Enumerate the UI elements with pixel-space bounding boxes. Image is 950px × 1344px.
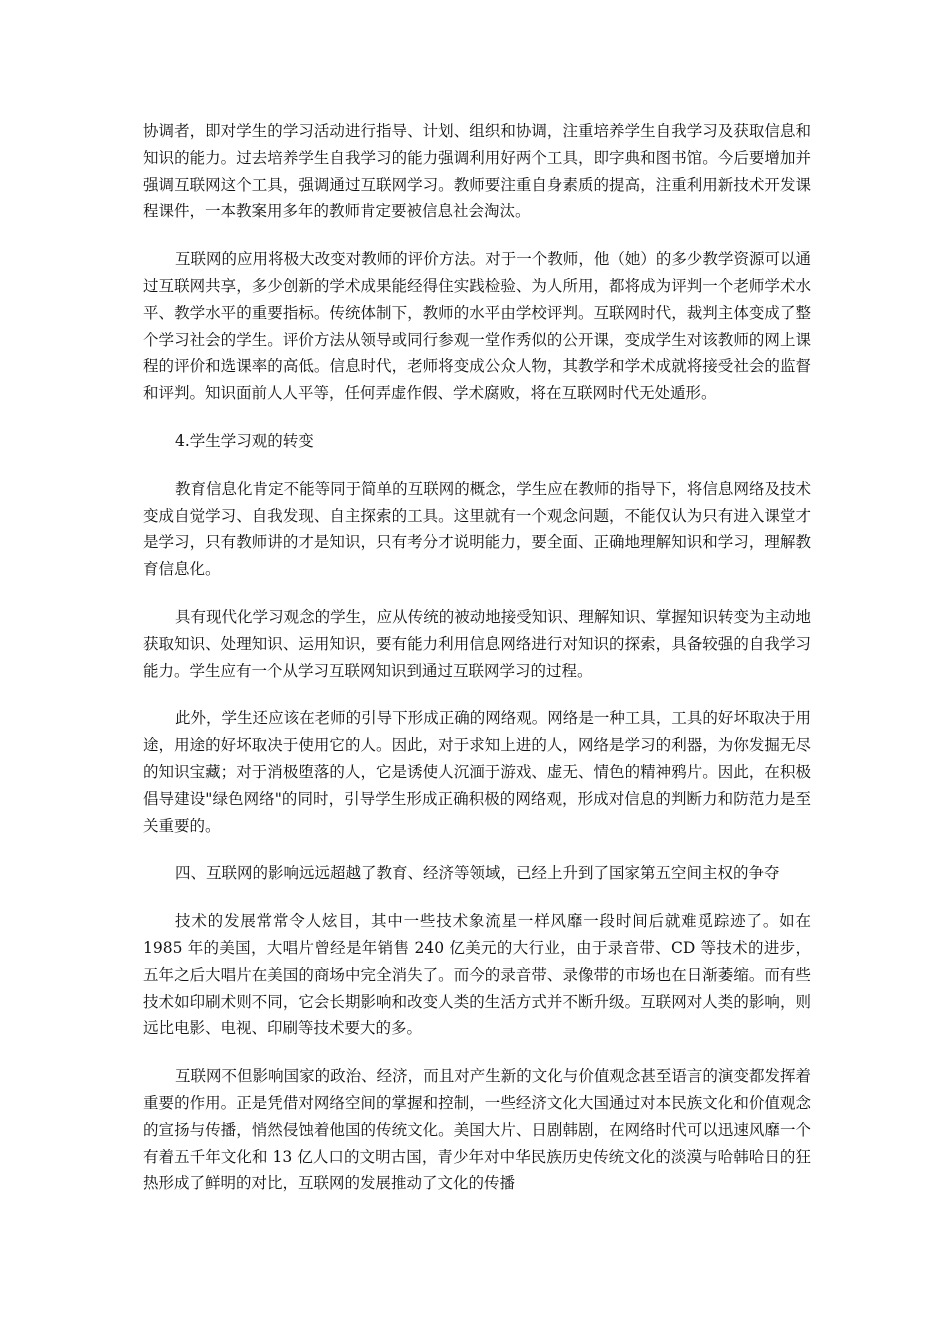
section-heading-student-learning: 4.学生学习观的转变 [175, 431, 314, 450]
paragraph-network-view: 此外，学生还应该在老师的引导下形成正确的网络观。网络是一种工具，工具的好坏取决于用途，用途的好坏取决于使用它的人。因此，对于求知上进的人，网络是学习的利器，为你发掘无尽的知识宝藏；对于消极堕落的人，它是诱使人沉湎于游戏、虚无、情色的精神鸦片。因此，在积极倡导建设"绿色网络"的同时，引导学生形成正确积极的网络观，形成对信息的判断力和防范力是至关重要的。 [143, 709, 811, 835]
paragraph-teacher-evaluation: 互联网的应用将极大改变对教师的评价方法。对于一个教师，他（她）的多少教学资源可以通过互联网共享，多少创新的学术成果能经得住实践检验、为人所用，都将成为评判一个老师学术水平、教学水平的重要指标。传统体制下，教师的水平由学校评判。互联网时代，裁判主体变成了整个学习社会的学生。评价方法从领导或同行参观一堂作秀似的公开课，变成学生对该教师的网上课程的评价和选课率的高低。信息时代，老师将变成公众人物，其教学和学术成就将接受社会的监督和评判。知识面前人人平等，任何弄虚作假、学术腐败，将在互联网时代无处遁形。 [143, 250, 811, 403]
paragraph-modern-learning-concept: 具有现代化学习观念的学生，应从传统的被动地接受知识、理解知识、掌握知识转变为主动地获取知识、处理知识、运用知识，要有能力利用信息网络进行对知识的探索，具备较强的自我学习能力。学生应有一个从学习互联网知识到通过互联网学习的过程。 [143, 607, 811, 680]
section-heading-cyberspace-sovereignty: 四、互联网的影响远远超越了教育、经济等领域，已经上升到了国家第五空间主权的争夺 [175, 864, 780, 883]
paragraph-teacher-coordinator: 协调者，即对学生的学习活动进行指导、计划、组织和协调，注重培养学生自我学习及获取信息和知识的能力。过去培养学生自我学习的能力强调利用好两个工具，即字典和图书馆。今后要增加并强调互联网这个工具，强调通过互联网学习。教师要注重自身素质的提高，注重利用新技术开发课程课件，一本教案用多年的教师肯定要被信息社会淘汰。 [143, 122, 811, 221]
paragraph-technology-development: 技术的发展常常令人炫目，其中一些技术象流星一样风靡一段时间后就难觅踪迹了。如在 1985 年的美国，大唱片曾经是年销售 240 亿美元的大行业，由于录音带、CD 等技术的进步，五年之后大唱片在美国的商场中完全消失了。而今的录音带、录像带的市场也在日渐萎缩。而有些技术如印刷术则不同，它会长期影响和改变人类的生活方式并不断升级。互联网对人类的影响，则远比电影、电视、印刷等技术要大的多。 [143, 912, 811, 1038]
paragraph-culture-influence: 互联网不但影响国家的政治、经济，而且对产生新的文化与价值观念甚至语言的演变都发挥着重要的作用。正是凭借对网络空间的掌握和控制，一些经济文化大国通过对本民族文化和价值观念的宣扬与传播，悄然侵蚀着他国的传统文化。美国大片、日剧韩剧，在网络时代可以迅速风靡一个有着五千年文化和 13 亿人口的文明古国，青少年对中华民族历史传统文化的淡漠与哈韩哈日的狂热形成了鲜明的对比，互联网的发展推动了文化的传播 [143, 1067, 811, 1193]
paragraph-education-informatization: 教育信息化肯定不能等同于简单的互联网的概念，学生应在教师的指导下，将信息网络及技术变成自觉学习、自我发现、自主探索的工具。这里就有一个观念问题，不能仅认为只有进入课堂才是学习，只有教师讲的才是知识，只有考分才说明能力，要全面、正确地理解知识和学习，理解教育信息化。 [143, 479, 811, 579]
document-page [143, 118, 811, 1197]
